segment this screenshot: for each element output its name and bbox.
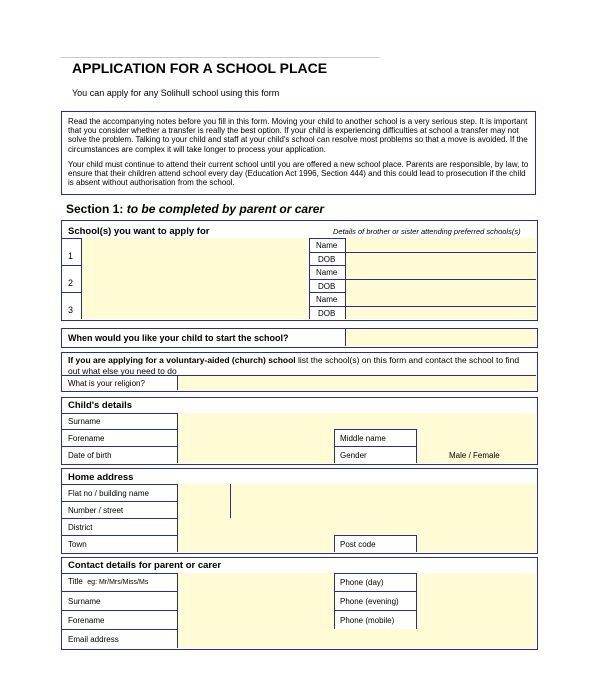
school-choice-1-input[interactable] <box>81 238 309 265</box>
flat-number-input[interactable] <box>177 484 230 501</box>
notice-paragraph-1: Read the accompanying notes before you fill in this form. Moving your child to another school is a very serious step. It is important that you consider whether a transfer is really the best option. If your child is experiencing difficulties at school a transfer may not solve the problem. Talking to your child and staff at your child's school can resolve most problems so that a move is avoided. If the circumstances are complex it will take longer to process your application. <box>68 117 528 154</box>
sibling-2-dob-input[interactable] <box>345 279 536 292</box>
church-text-bold: If you are applying for a voluntary-aided (church) school <box>68 355 296 365</box>
email-input[interactable] <box>177 629 536 648</box>
contact-forename-label: Forename <box>68 616 105 625</box>
building-name-input[interactable] <box>230 484 536 501</box>
name-label: Name <box>316 295 338 304</box>
notice-paragraph-2: Your child must continue to attend their current school until you are offered a new school place. Parents are responsible, by law, to ensure that their children attend school every day (Education Act 1996, Section 444) and this could lead to prosecution if the child is absent without authorisation from the school. <box>68 159 529 188</box>
child-middle-name-input[interactable] <box>416 429 536 446</box>
email-label: Email address <box>68 635 119 644</box>
gender-label-cell <box>334 446 416 463</box>
middle-name-label-cell <box>334 429 416 446</box>
postcode-label: Post code <box>340 540 376 549</box>
religion-input[interactable] <box>177 375 536 390</box>
district-input[interactable] <box>177 518 536 535</box>
home-address-block <box>61 468 538 554</box>
school-choice-3-input[interactable] <box>81 292 309 319</box>
child-dob-input[interactable] <box>177 446 334 463</box>
town-input[interactable] <box>177 535 334 552</box>
gender-select[interactable] <box>416 446 536 463</box>
title-label-text: Title <box>68 577 83 586</box>
sibling-2-name-input[interactable] <box>345 265 536 279</box>
dob-label-cell <box>309 306 345 319</box>
dob-label: DOB <box>318 255 336 264</box>
school-row-number: 1 <box>68 251 74 261</box>
contact-surname-input[interactable] <box>177 591 334 610</box>
phone-evening-input[interactable] <box>416 591 536 610</box>
schools-header: School(s) you want to apply for <box>68 226 210 237</box>
start-date-input[interactable] <box>345 329 536 346</box>
start-date-label: When would you like your child to start the school? <box>68 333 289 343</box>
street-input[interactable] <box>230 501 536 518</box>
child-forename-input[interactable] <box>177 429 334 446</box>
contact-surname-label: Surname <box>68 597 101 606</box>
sibling-1-name-input[interactable] <box>345 238 536 252</box>
gender-value: Male / Female <box>449 451 500 460</box>
church-text-rest: list the school(s) on this form and contact the school to find out what else you need to do <box>68 355 520 376</box>
name-label: Name <box>316 241 338 250</box>
sibling-3-name-input[interactable] <box>345 292 536 306</box>
dob-label: DOB <box>318 282 336 291</box>
header-rule <box>60 57 380 58</box>
phone-evening-label-cell <box>334 591 416 610</box>
name-label-cell <box>309 292 345 306</box>
postcode-input[interactable] <box>416 535 536 552</box>
phone-mobile-input[interactable] <box>416 610 536 629</box>
contact-details-header: Contact details for parent or carer <box>68 560 222 571</box>
child-surname-label: Surname <box>68 417 101 426</box>
section-1-subtitle: to be completed by parent or carer <box>126 202 325 216</box>
name-label-cell <box>309 265 345 279</box>
phone-day-input[interactable] <box>416 573 536 591</box>
school-row-number: 2 <box>68 278 74 288</box>
notice-box <box>61 111 536 195</box>
name-label-cell <box>309 238 345 252</box>
name-label: Name <box>316 268 338 277</box>
section-1-title <box>66 202 324 216</box>
sibling-1-dob-input[interactable] <box>345 252 536 265</box>
title-label <box>68 577 148 586</box>
town-label: Town <box>68 540 87 549</box>
gender-label: Gender <box>340 451 367 460</box>
house-number-input[interactable] <box>177 501 230 518</box>
contact-title-input[interactable] <box>177 573 334 591</box>
schools-block <box>61 220 538 321</box>
page-title: APPLICATION FOR A SCHOOL PLACE <box>72 60 328 76</box>
phone-day-label: Phone (day) <box>340 578 384 587</box>
religion-label: What is your religion? <box>68 379 145 388</box>
start-date-block <box>61 328 538 348</box>
contact-details-block <box>61 557 538 650</box>
flat-label: Flat no / building name <box>68 489 149 498</box>
contact-forename-input[interactable] <box>177 610 334 629</box>
child-details-block <box>61 397 538 465</box>
district-label: District <box>68 523 93 532</box>
street-label: Number / street <box>68 506 124 515</box>
dob-label: DOB <box>318 309 336 318</box>
school-choice-2-input[interactable] <box>81 265 309 292</box>
dob-label-cell <box>309 279 345 292</box>
dob-label-cell <box>309 252 345 265</box>
sibling-3-dob-input[interactable] <box>345 306 536 319</box>
phone-evening-label: Phone (evening) <box>340 597 399 606</box>
church-school-text <box>68 355 528 376</box>
child-dob-label: Date of birth <box>68 451 112 460</box>
church-school-block <box>61 352 538 392</box>
home-address-header: Home address <box>68 472 134 483</box>
title-hint: eg: Mr/Mrs/Miss/Ms <box>87 579 149 586</box>
school-row-number: 3 <box>68 305 74 315</box>
sibling-header: Details of brother or sister attending preferred schools(s) <box>333 227 521 236</box>
middle-name-label: Middle name <box>340 434 386 443</box>
child-details-header: Child's details <box>68 400 133 411</box>
page-subtitle: You can apply for any Solihull school using this form <box>72 88 280 98</box>
section-1-label: Section 1: <box>66 202 124 216</box>
phone-mobile-label: Phone (mobile) <box>340 616 395 625</box>
child-surname-input[interactable] <box>177 413 536 429</box>
child-forename-label: Forename <box>68 434 105 443</box>
phone-mobile-label-cell <box>334 610 416 629</box>
phone-day-label-cell <box>334 573 416 591</box>
postcode-label-cell <box>334 535 416 552</box>
